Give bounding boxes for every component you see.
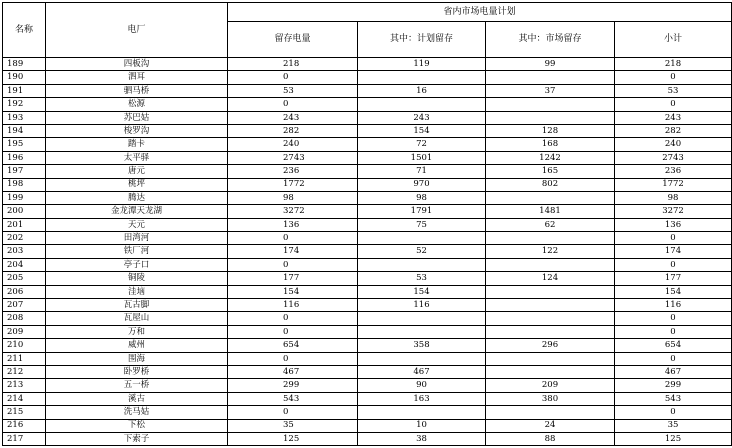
cell-subtotal: 467 bbox=[615, 365, 732, 378]
table-row bbox=[3, 111, 732, 124]
cell-plan-retain: 71 bbox=[358, 165, 486, 178]
cell-retain: 0 bbox=[228, 406, 358, 419]
cell-retain: 0 bbox=[228, 232, 358, 245]
cell-plant-name: 洗马姑 bbox=[46, 406, 228, 419]
cell-subtotal: 3272 bbox=[615, 205, 732, 218]
cell-plan-retain: 116 bbox=[358, 299, 486, 312]
cell-market-retain: 209 bbox=[486, 379, 615, 392]
cell-plan-retain: 90 bbox=[358, 379, 486, 392]
cell-no: 198 bbox=[3, 178, 46, 191]
cell-market-retain bbox=[486, 406, 615, 419]
cell-subtotal: 0 bbox=[615, 258, 732, 271]
cell-retain: 243 bbox=[228, 111, 358, 124]
table-row bbox=[3, 205, 732, 218]
cell-market-retain bbox=[486, 299, 615, 312]
cell-plan-retain: 243 bbox=[358, 111, 486, 124]
cell-retain: 125 bbox=[228, 432, 358, 445]
cell-no: 203 bbox=[3, 245, 46, 258]
table-row bbox=[3, 218, 732, 231]
table-body bbox=[3, 58, 732, 446]
cell-plan-retain: 38 bbox=[358, 432, 486, 445]
cell-plant-name: 腾达 bbox=[46, 191, 228, 204]
cell-subtotal: 116 bbox=[615, 299, 732, 312]
cell-plant-name: 围海 bbox=[46, 352, 228, 365]
cell-subtotal: 154 bbox=[615, 285, 732, 298]
cell-market-retain bbox=[486, 325, 615, 338]
cell-market-retain: 168 bbox=[486, 138, 615, 151]
table-row bbox=[3, 392, 732, 405]
cell-market-retain: 128 bbox=[486, 124, 615, 137]
cell-plant-name: 梭罗沟 bbox=[46, 124, 228, 137]
cell-subtotal: 0 bbox=[615, 71, 732, 84]
cell-subtotal: 0 bbox=[615, 352, 732, 365]
table-row bbox=[3, 406, 732, 419]
cell-subtotal: 0 bbox=[615, 406, 732, 419]
cell-market-retain bbox=[486, 258, 615, 271]
cell-retain: 240 bbox=[228, 138, 358, 151]
cell-market-retain bbox=[486, 285, 615, 298]
cell-plant-name: 松源 bbox=[46, 98, 228, 111]
table-row bbox=[3, 245, 732, 258]
cell-no: 193 bbox=[3, 111, 46, 124]
cell-plan-retain: 10 bbox=[358, 419, 486, 432]
cell-no: 213 bbox=[3, 379, 46, 392]
cell-market-retain: 296 bbox=[486, 339, 615, 352]
cell-market-retain bbox=[486, 352, 615, 365]
cell-retain: 154 bbox=[228, 285, 358, 298]
header-no: 名称 bbox=[3, 3, 46, 58]
table-row bbox=[3, 299, 732, 312]
cell-market-retain: 380 bbox=[486, 392, 615, 405]
cell-subtotal: 177 bbox=[615, 272, 732, 285]
cell-retain: 116 bbox=[228, 299, 358, 312]
table-row bbox=[3, 272, 732, 285]
cell-no: 207 bbox=[3, 299, 46, 312]
cell-plant-name: 万和 bbox=[46, 325, 228, 338]
cell-no: 201 bbox=[3, 218, 46, 231]
cell-plant-name: 桃坪 bbox=[46, 178, 228, 191]
header-plant: 电厂 bbox=[46, 3, 228, 58]
cell-plant-name: 溪古 bbox=[46, 392, 228, 405]
cell-no: 190 bbox=[3, 71, 46, 84]
cell-plan-retain: 72 bbox=[358, 138, 486, 151]
cell-subtotal: 0 bbox=[615, 98, 732, 111]
header-retain: 留存电量 bbox=[228, 22, 358, 58]
cell-no: 208 bbox=[3, 312, 46, 325]
cell-no: 192 bbox=[3, 98, 46, 111]
cell-subtotal: 125 bbox=[615, 432, 732, 445]
cell-market-retain: 1481 bbox=[486, 205, 615, 218]
cell-market-retain: 37 bbox=[486, 84, 615, 97]
cell-market-retain: 124 bbox=[486, 272, 615, 285]
cell-retain: 98 bbox=[228, 191, 358, 204]
cell-plan-retain: 53 bbox=[358, 272, 486, 285]
cell-retain: 543 bbox=[228, 392, 358, 405]
cell-no: 195 bbox=[3, 138, 46, 151]
cell-no: 200 bbox=[3, 205, 46, 218]
cell-retain: 3272 bbox=[228, 205, 358, 218]
cell-retain: 0 bbox=[228, 258, 358, 271]
cell-plan-retain: 467 bbox=[358, 365, 486, 378]
cell-plan-retain: 1501 bbox=[358, 151, 486, 164]
cell-market-retain bbox=[486, 312, 615, 325]
cell-subtotal: 282 bbox=[615, 124, 732, 137]
cell-retain: 0 bbox=[228, 325, 358, 338]
cell-subtotal: 0 bbox=[615, 232, 732, 245]
cell-plant-name: 铁厂河 bbox=[46, 245, 228, 258]
cell-plan-retain: 154 bbox=[358, 285, 486, 298]
cell-no: 215 bbox=[3, 406, 46, 419]
header-subtotal: 小计 bbox=[615, 22, 732, 58]
table-row bbox=[3, 58, 732, 71]
cell-plant-name: 铜陵 bbox=[46, 272, 228, 285]
table-row bbox=[3, 432, 732, 445]
cell-no: 212 bbox=[3, 365, 46, 378]
cell-retain: 467 bbox=[228, 365, 358, 378]
header-market-retain: 其中：市场留存 bbox=[486, 22, 615, 58]
cell-plant-name: 四板沟 bbox=[46, 58, 228, 71]
cell-subtotal: 654 bbox=[615, 339, 732, 352]
table-row bbox=[3, 352, 732, 365]
cell-no: 210 bbox=[3, 339, 46, 352]
cell-plant-name: 金龙潭天龙湖 bbox=[46, 205, 228, 218]
table-row bbox=[3, 124, 732, 137]
cell-plant-name: 威州 bbox=[46, 339, 228, 352]
cell-subtotal: 543 bbox=[615, 392, 732, 405]
cell-no: 206 bbox=[3, 285, 46, 298]
cell-plant-name: 天元 bbox=[46, 218, 228, 231]
cell-market-retain bbox=[486, 71, 615, 84]
cell-subtotal: 35 bbox=[615, 419, 732, 432]
cell-no: 214 bbox=[3, 392, 46, 405]
cell-retain: 0 bbox=[228, 71, 358, 84]
cell-subtotal: 236 bbox=[615, 165, 732, 178]
table-row bbox=[3, 339, 732, 352]
power-plant-table bbox=[2, 2, 732, 446]
cell-plant-name: 瓦古脚 bbox=[46, 299, 228, 312]
table-row bbox=[3, 258, 732, 271]
table-row bbox=[3, 138, 732, 151]
cell-retain: 236 bbox=[228, 165, 358, 178]
table-row bbox=[3, 191, 732, 204]
cell-plan-retain: 163 bbox=[358, 392, 486, 405]
table-row bbox=[3, 379, 732, 392]
cell-plant-name: 苏巴姑 bbox=[46, 111, 228, 124]
cell-plan-retain bbox=[358, 325, 486, 338]
cell-retain: 174 bbox=[228, 245, 358, 258]
cell-no: 196 bbox=[3, 151, 46, 164]
cell-market-retain bbox=[486, 365, 615, 378]
cell-retain: 0 bbox=[228, 312, 358, 325]
table-row bbox=[3, 165, 732, 178]
cell-plan-retain: 154 bbox=[358, 124, 486, 137]
cell-market-retain: 62 bbox=[486, 218, 615, 231]
cell-market-retain bbox=[486, 98, 615, 111]
table-row bbox=[3, 312, 732, 325]
cell-retain: 1772 bbox=[228, 178, 358, 191]
cell-subtotal: 218 bbox=[615, 58, 732, 71]
cell-no: 216 bbox=[3, 419, 46, 432]
cell-market-retain: 24 bbox=[486, 419, 615, 432]
cell-plan-retain bbox=[358, 406, 486, 419]
cell-plan-retain bbox=[358, 258, 486, 271]
cell-market-retain bbox=[486, 191, 615, 204]
cell-subtotal: 0 bbox=[615, 312, 732, 325]
cell-retain: 0 bbox=[228, 352, 358, 365]
cell-plan-retain: 970 bbox=[358, 178, 486, 191]
table-row bbox=[3, 232, 732, 245]
cell-plant-name: 亭子口 bbox=[46, 258, 228, 271]
header-group-market-plan: 省内市场电量计划 bbox=[228, 3, 732, 22]
cell-no: 191 bbox=[3, 84, 46, 97]
cell-market-retain: 88 bbox=[486, 432, 615, 445]
cell-plant-name: 下索子 bbox=[46, 432, 228, 445]
cell-plan-retain: 119 bbox=[358, 58, 486, 71]
cell-subtotal: 240 bbox=[615, 138, 732, 151]
cell-retain: 53 bbox=[228, 84, 358, 97]
cell-subtotal: 53 bbox=[615, 84, 732, 97]
cell-subtotal: 0 bbox=[615, 325, 732, 338]
cell-plant-name: 驷马桥 bbox=[46, 84, 228, 97]
table-row bbox=[3, 151, 732, 164]
table-row bbox=[3, 71, 732, 84]
cell-market-retain bbox=[486, 232, 615, 245]
cell-subtotal: 136 bbox=[615, 218, 732, 231]
cell-plan-retain: 358 bbox=[358, 339, 486, 352]
cell-subtotal: 299 bbox=[615, 379, 732, 392]
cell-plan-retain bbox=[358, 352, 486, 365]
cell-plant-name: 太平驿 bbox=[46, 151, 228, 164]
cell-plant-name: 五一桥 bbox=[46, 379, 228, 392]
cell-retain: 136 bbox=[228, 218, 358, 231]
cell-no: 204 bbox=[3, 258, 46, 271]
cell-retain: 0 bbox=[228, 98, 358, 111]
cell-plan-retain: 16 bbox=[358, 84, 486, 97]
cell-plan-retain bbox=[358, 312, 486, 325]
cell-subtotal: 98 bbox=[615, 191, 732, 204]
cell-no: 199 bbox=[3, 191, 46, 204]
cell-market-retain: 802 bbox=[486, 178, 615, 191]
cell-plant-name: 下松 bbox=[46, 419, 228, 432]
cell-retain: 218 bbox=[228, 58, 358, 71]
cell-retain: 299 bbox=[228, 379, 358, 392]
cell-plant-name: 泗耳 bbox=[46, 71, 228, 84]
cell-no: 211 bbox=[3, 352, 46, 365]
cell-market-retain bbox=[486, 111, 615, 124]
cell-no: 217 bbox=[3, 432, 46, 445]
cell-no: 209 bbox=[3, 325, 46, 338]
cell-subtotal: 243 bbox=[615, 111, 732, 124]
cell-plant-name: 瓦屋山 bbox=[46, 312, 228, 325]
cell-retain: 654 bbox=[228, 339, 358, 352]
table-row bbox=[3, 325, 732, 338]
cell-plant-name: 田湾河 bbox=[46, 232, 228, 245]
cell-market-retain: 99 bbox=[486, 58, 615, 71]
cell-plan-retain bbox=[358, 232, 486, 245]
cell-subtotal: 174 bbox=[615, 245, 732, 258]
cell-market-retain: 165 bbox=[486, 165, 615, 178]
cell-retain: 177 bbox=[228, 272, 358, 285]
cell-plan-retain bbox=[358, 98, 486, 111]
cell-plant-name: 卧罗桥 bbox=[46, 365, 228, 378]
table-row bbox=[3, 178, 732, 191]
cell-no: 205 bbox=[3, 272, 46, 285]
cell-plan-retain: 1791 bbox=[358, 205, 486, 218]
table-row bbox=[3, 419, 732, 432]
cell-subtotal: 2743 bbox=[615, 151, 732, 164]
cell-plan-retain: 98 bbox=[358, 191, 486, 204]
table-row bbox=[3, 84, 732, 97]
cell-retain: 2743 bbox=[228, 151, 358, 164]
table-row bbox=[3, 98, 732, 111]
table-row bbox=[3, 285, 732, 298]
table-row bbox=[3, 365, 732, 378]
cell-retain: 35 bbox=[228, 419, 358, 432]
cell-retain: 282 bbox=[228, 124, 358, 137]
cell-plant-name: 洼垴 bbox=[46, 285, 228, 298]
cell-plan-retain: 75 bbox=[358, 218, 486, 231]
cell-no: 189 bbox=[3, 58, 46, 71]
cell-no: 197 bbox=[3, 165, 46, 178]
cell-market-retain: 122 bbox=[486, 245, 615, 258]
cell-no: 202 bbox=[3, 232, 46, 245]
cell-no: 194 bbox=[3, 124, 46, 137]
cell-subtotal: 1772 bbox=[615, 178, 732, 191]
cell-plan-retain bbox=[358, 71, 486, 84]
cell-plan-retain: 52 bbox=[358, 245, 486, 258]
header-plan-retain: 其中：计划留存 bbox=[358, 22, 486, 58]
cell-market-retain: 1242 bbox=[486, 151, 615, 164]
cell-plant-name: 唐元 bbox=[46, 165, 228, 178]
cell-plant-name: 踏卡 bbox=[46, 138, 228, 151]
